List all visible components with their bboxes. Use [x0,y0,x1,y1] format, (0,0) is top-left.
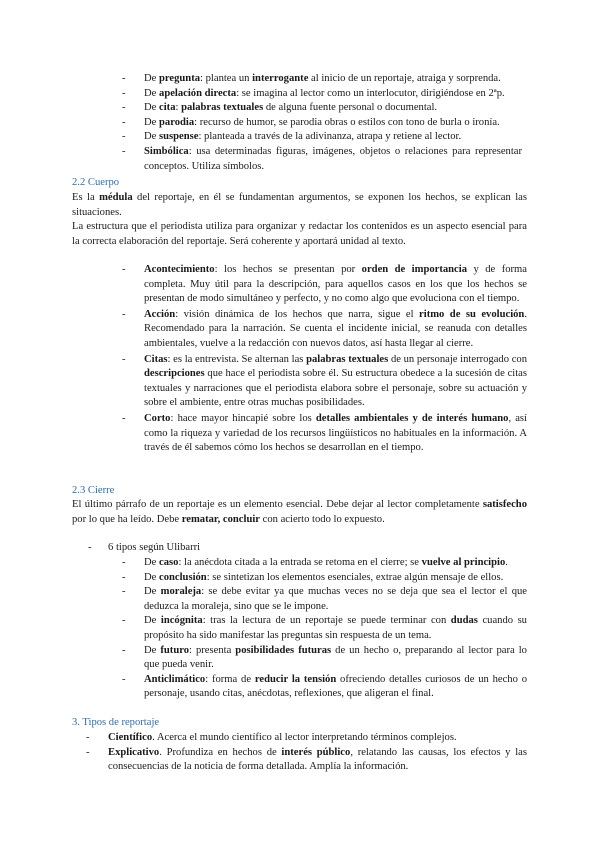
bold-term: suspense [159,131,199,143]
list-item: - De pregunta: plantea un interrogante al inicio de un reportaje, atraiga y sorprenda. [144,72,522,87]
bold-term: orden de importancia [361,264,467,275]
bold-term: palabras textuales [181,102,264,114]
list-item: - Simbólica: usa determinadas figuras, imágenes, objetos o relaciones para representar conceptos. Utiliza símbolos. [122,145,522,172]
list-item: - De futuro: presenta posibilidades futuras de un hecho o, preparando al lector para lo que pueda venir. [122,644,527,671]
bullet-dash: - [122,131,126,143]
bullet-dash: - [86,746,90,758]
bold-term: médula [99,192,133,203]
closing-types-list [122,556,527,702]
bold-term: detalles ambientales y de interés humano [315,412,509,424]
bold-term: Explicativo [108,746,160,758]
bold-term: posibilidades futuras [235,644,332,656]
list-item: - De cita: palabras textuales de alguna fuente personal o documental. [144,101,522,116]
bold-term: Acción [144,308,176,320]
bold-term: satisfecho [482,499,527,510]
bullet-dash: - [122,673,126,685]
bullet-dash: - [122,73,126,84]
list-item: - Corto: hace mayor hincapié sobre los detalles ambientales y de interés humano, así como la riqueza y variedad de los recursos lingüísticos no habituales en la información. A través de él sabemos cómo los hechos se desarrollan en el tiempo. [122,412,527,454]
bold-term: dudas [450,615,478,627]
heading-tipos-reportaje: 3. Tipos de reportaje [72,717,160,728]
bold-term: Simbólica [144,145,189,157]
heading-cierre: 2.3 Cierre [72,485,115,496]
bullet-dash: - [122,571,126,583]
list-item: - De apelación directa: se imagina al lector como un interlocutor, dirigiéndose en 2ªp. [144,87,522,102]
heading-cuerpo: 2.2 Cuerpo [72,177,120,188]
bullet-dash: - [122,353,126,365]
list-item: - Citas: es la entrevista. Se alternan las palabras textuales de un personaje interrogado con descripciones que hace el periodista sobre él. Su estructura obedece a la sucesión de citas textuales y narraciones que el periodista elabora sobre el personaje, sobre su actuación y sobre el ambiente, entre otras muchas posibilidades. [122,353,527,409]
bold-term: interés público [281,746,351,758]
ulibarri-item [88,541,527,556]
bold-term: cita [159,102,176,114]
bullet-dash: - [122,308,126,320]
intro-types-list [122,72,522,174]
list-item: - Acción: visión dinámica de los hechos que narra, sigue el ritmo de su evolución. Recomendado para la narración. Se cuenta el incidente inicial, se reanuda con detalles ambientales, vuelve a la redacción con nuevos datos, así hasta llegar al cierre. [122,308,527,349]
bullet-dash: - [122,87,126,99]
bullet-dash: - [122,615,126,627]
bold-term: parodia [159,116,195,128]
bullet-dash: - [122,102,126,114]
bold-term: interrogante [252,73,309,84]
report-types-list [86,731,527,775]
bold-term: palabras textuales [306,353,389,365]
bold-term: incógnita [160,615,203,627]
list-item: - De incógnita: tras la lectura de un reportaje se puede terminar con dudas cuando su propósito ha sido manifestar las preguntas sin respuesta de un tema. [122,615,527,641]
bullet-dash: - [86,732,90,743]
bold-term: Acontecimiento [144,264,215,275]
bold-term: caso [159,557,179,568]
cierre-paragraph-1: El último párrafo de un reportaje es un elemento esencial. Debe dejar al lector completamente satisfecho por lo que ha leído. Debe rematar, concluir con acierto todo lo expuesto. [72,499,527,525]
list-item: - Anticlimático: forma de reducir la tensión ofreciendo detalles curiosos de un hecho o personaje, usando citas, anécdotas, reflexiones, que aligeran el final. [122,673,527,700]
list-item: - De parodia: recurso de humor, se parodia obras o estilos con tono de burla o ironía. [144,116,522,131]
bold-term: descripciones [144,368,205,380]
bullet-dash: - [122,145,126,157]
cuerpo-paragraph-1: Es la médula del reportaje, en él se fundamentan argumentos, se exponen los hechos, se explican las situaciones. [72,192,527,218]
list-item: - De caso: la anécdota citada a la entrada se retoma en el cierre; se vuelve al principio. [144,556,527,571]
bullet-dash: - [88,542,92,553]
list-item: - De conclusión: se sintetizan los elementos esenciales, extrae algún mensaje de ellos. [144,571,527,586]
structure-types-list [122,263,527,457]
list-item: - Acontecimiento: los hechos se presentan por orden de importancia y de forma completa. Muy útil para la descripción, para aquellos casos en los que los hechos se presentan de modo simultáneo y perfecto, y no como algo que evoluciona con el tiempo. [122,264,527,305]
bold-term: moraleja [160,586,202,598]
bold-term: futuro [160,644,190,656]
bold-term: ritmo de su evolución [419,308,525,320]
bold-term: reducir la tensión [254,673,337,685]
bullet-dash: - [122,586,126,598]
bullet-dash: - [122,557,126,568]
bold-term: pregunta [159,73,201,84]
bold-term: Corto [144,412,171,424]
bullet-dash: - [122,412,126,424]
bold-term: conclusión [159,571,207,583]
bold-term: Anticlimático [144,673,206,685]
bold-term: Citas [144,353,168,365]
list-item: - Científico. Acerca el mundo científico al lector interpretando términos complejos. [108,731,527,746]
cuerpo-paragraph-2: La estructura que el periodista utiliza para organizar y redactar los contenidos es un aspecto esencial para la correcta elaboración del reportaje. Será coherente y aportará unidad al texto. [72,221,527,247]
list-item: - De moraleja: se debe evitar ya que muchas veces no se deja que sea el lector el que deduzca la moraleja, sino que se le impone. [122,586,527,612]
ulibarri-label: 6 tipos según Ulibarri [108,542,201,553]
bullet-dash: - [122,264,126,275]
bullet-dash: - [122,116,126,128]
bold-term: rematar, concluir [181,513,260,525]
bold-term: Científico [108,732,153,743]
bullet-dash: - [122,644,126,656]
list-item: - De suspense: planteada a través de la adivinanza, atrapa y retiene al lector. [144,130,522,145]
bold-term: apelación directa [159,87,237,99]
list-item: - Explicativo. Profundiza en hechos de interés público, relatando las causas, los efectos y las consecuencias de la noticia de forma detallada. Amplía la información. [86,746,527,773]
bold-term: vuelve al principio [421,557,506,568]
